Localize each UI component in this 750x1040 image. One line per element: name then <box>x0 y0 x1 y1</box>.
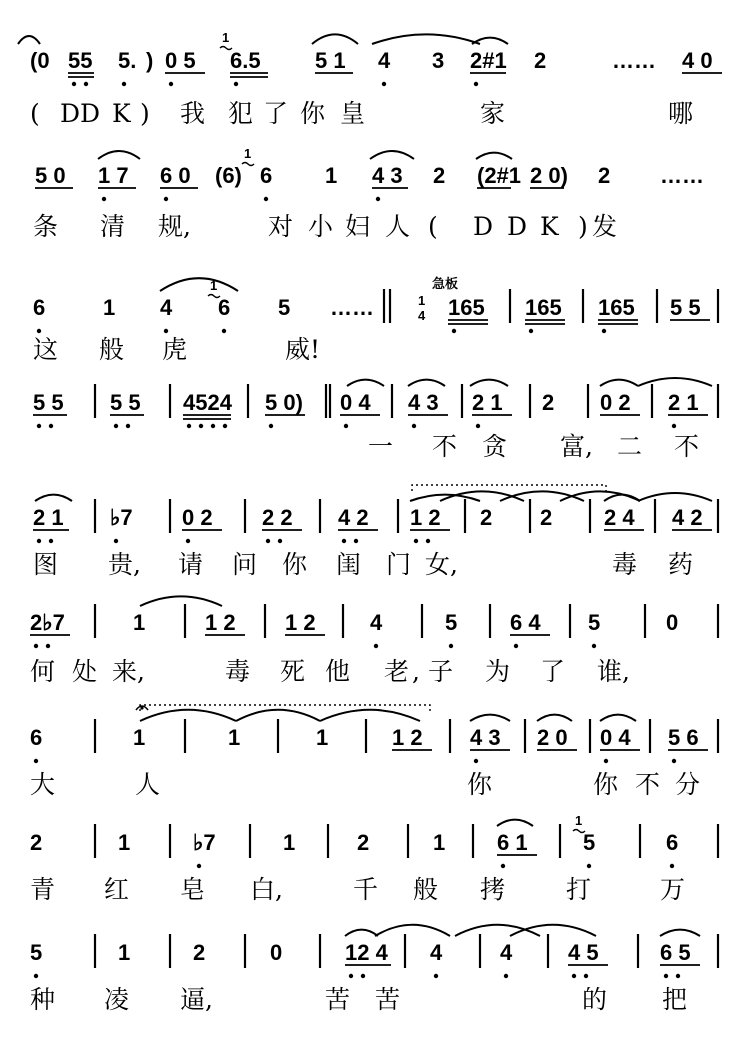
note-group: 4 3 <box>408 390 439 415</box>
octave-dot <box>676 974 680 978</box>
lyric-character: 贵, <box>108 550 141 579</box>
slur-arc <box>375 925 450 936</box>
note-group: 4 5 <box>568 940 599 965</box>
note-group: 4 3 <box>470 725 501 750</box>
octave-dot <box>122 82 126 86</box>
note-group: 1 2 <box>285 610 316 635</box>
lyric-character: 图 <box>33 550 59 579</box>
octave-dot <box>376 197 380 201</box>
lyric-character: 小 <box>308 212 334 241</box>
note-group: 1 <box>118 830 131 855</box>
lyric-character: 死 <box>280 657 306 686</box>
slur-arc <box>18 36 40 44</box>
lyric-character: 你 <box>593 770 619 799</box>
octave-dot <box>474 82 478 86</box>
note-group: 6.5 <box>230 48 261 73</box>
octave-dot <box>476 424 480 428</box>
note-group: 1 <box>228 725 241 750</box>
note-group: 0 <box>270 940 283 965</box>
lyric-character: 虎 <box>162 335 188 364</box>
octave-dot <box>504 974 508 978</box>
slur-arc <box>372 34 480 44</box>
lyric-character: 你 <box>300 99 326 128</box>
lyric-character: 谁, <box>597 657 630 686</box>
note-group: 5 <box>583 830 596 855</box>
lyric-character: 条 <box>33 212 59 241</box>
octave-dot <box>37 424 41 428</box>
octave-dot <box>84 82 88 86</box>
note-group: 5 <box>30 940 43 965</box>
note-group: 2 <box>534 48 547 73</box>
note-group: 0 <box>666 610 679 635</box>
lyric-character: 家 <box>480 99 506 128</box>
note-group: 2 <box>193 940 206 965</box>
note-group: 2 <box>30 830 43 855</box>
lyric-character: 毒 <box>612 550 638 579</box>
note-group: (2#1 <box>477 163 522 188</box>
note-group: 2 1 <box>33 505 64 530</box>
octave-dot <box>474 759 478 763</box>
octave-dot <box>572 974 576 978</box>
octave-dot <box>414 539 418 543</box>
octave-dot <box>34 974 38 978</box>
slur-arc <box>470 380 508 386</box>
octave-dot <box>126 424 130 428</box>
lyric-character: 闺 <box>336 550 362 579</box>
slur-arc <box>140 710 236 721</box>
lyric-character: 万 <box>660 875 686 904</box>
note-group: 5 1 <box>315 48 346 73</box>
note-group: 0 5 <box>165 48 196 73</box>
note-group: 6 5 <box>660 940 691 965</box>
lyric-character: 皇 <box>340 99 366 128</box>
lyric-character: 你 <box>282 550 308 579</box>
lyric-character: 大 <box>30 770 56 799</box>
lyric-character: D <box>473 212 494 241</box>
slur-arc <box>98 151 140 159</box>
note-group: 6 0 <box>160 163 191 188</box>
lyric-character: 他 <box>325 657 351 686</box>
lyric-character: 了 <box>540 657 566 686</box>
octave-dot <box>222 329 226 333</box>
lyric-character: 一 <box>368 432 394 461</box>
octave-dot <box>37 329 41 333</box>
lyrics-layer <box>30 99 700 1014</box>
note-group: 2♭7 <box>30 610 65 635</box>
slur-arc <box>470 715 510 721</box>
lyric-character: 规, <box>158 212 191 241</box>
note-group: 4 <box>378 48 391 73</box>
slur-arc <box>660 930 700 936</box>
lyric-character: 请 <box>178 550 204 579</box>
lyric-character: 二 <box>617 432 643 461</box>
slur-arc <box>140 596 222 606</box>
slur-arc <box>320 710 420 721</box>
note-group: 6 <box>30 725 43 750</box>
octave-dot <box>449 644 453 648</box>
octave-dot <box>34 759 38 763</box>
note-group: 1 <box>433 830 446 855</box>
lyric-character: 不 <box>674 432 700 461</box>
octave-dot <box>592 644 596 648</box>
lyric-character: 不 <box>635 770 661 799</box>
lyric-character: 何 <box>30 657 56 686</box>
meter-bottom: 4 <box>418 308 426 323</box>
lyric-character: 拷 <box>480 875 506 904</box>
lyric-character: ( <box>30 99 40 128</box>
note-group: 4 3 <box>372 163 403 188</box>
lyric-character: 贪 <box>482 432 508 461</box>
note-group: 1 <box>316 725 329 750</box>
lyric-character: 把 <box>662 985 688 1014</box>
note-group: 5 0) <box>265 390 303 415</box>
slur-arc <box>638 378 712 386</box>
note-group: 3 <box>432 48 445 73</box>
grace-wave <box>242 163 254 166</box>
octave-dot <box>186 539 190 543</box>
octave-dot <box>604 759 608 763</box>
note-group: 2 <box>540 505 553 530</box>
lyric-character: 般 <box>99 335 125 364</box>
lyric-character: 千 <box>353 875 379 904</box>
note-group: 5 5 <box>670 295 701 320</box>
note-group: 6 <box>666 830 679 855</box>
note-group: 2 0) <box>530 163 568 188</box>
note-group: 2 1 <box>472 390 503 415</box>
octave-dot <box>672 424 676 428</box>
octave-dot <box>199 424 203 428</box>
phrase-bracket <box>412 485 606 491</box>
note-group: 5 <box>588 610 601 635</box>
octave-dot <box>72 82 76 86</box>
note-group: 2 2 <box>262 505 293 530</box>
octave-dot <box>342 539 346 543</box>
note-group: 165 <box>448 295 485 320</box>
note-group: 4 0 <box>682 48 713 73</box>
slur-arc <box>35 495 72 501</box>
note-group: 1 <box>283 830 296 855</box>
grace-note-mark: 1 <box>222 30 230 45</box>
octave-dot <box>434 974 438 978</box>
note-group: 1 2 <box>205 610 236 635</box>
lyric-character: 凌 <box>104 985 130 1014</box>
slur-arc <box>312 34 358 44</box>
slur-arc <box>537 715 572 721</box>
note-group: 4 <box>160 295 173 320</box>
slur-arc <box>160 278 238 291</box>
note-group: 4 <box>370 610 383 635</box>
slur-arc <box>345 930 378 936</box>
octave-dot <box>34 644 38 648</box>
octave-dot <box>670 864 674 868</box>
octave-dot <box>49 539 53 543</box>
note-group: 2 <box>542 390 555 415</box>
octave-dot <box>114 424 118 428</box>
note-group: 1 2 <box>392 725 423 750</box>
lyric-character: 般 <box>413 875 439 904</box>
lyric-character: 青 <box>30 875 56 904</box>
lyric-character: 发 <box>592 212 618 241</box>
note-group: ♭7 <box>193 830 216 855</box>
octave-dot <box>349 974 353 978</box>
note-group: 0 4 <box>340 390 371 415</box>
note-group: 6 <box>260 163 273 188</box>
lyric-character: D <box>507 212 528 241</box>
note-group: 2 <box>598 163 611 188</box>
note-group: 4 2 <box>338 505 369 530</box>
note-group: 2 <box>357 830 370 855</box>
slur-arc <box>638 493 712 501</box>
octave-dot <box>529 329 533 333</box>
slur-arc <box>510 925 596 936</box>
octave-dot <box>584 974 588 978</box>
meter-top: 1 <box>418 293 426 308</box>
octave-dot <box>114 539 118 543</box>
lyric-character: 打 <box>566 875 592 904</box>
grace-note-mark: 1 <box>210 278 218 293</box>
lyric-character: K <box>540 212 559 241</box>
lyric-character: K <box>112 99 131 128</box>
lyric-character: 老 <box>384 657 410 686</box>
lyric-character: 苦 <box>325 985 351 1014</box>
lyric-character: 毒 <box>225 657 251 686</box>
note-group: (0 <box>30 48 50 73</box>
octave-dot <box>187 424 191 428</box>
lyric-character: 苦 <box>375 985 401 1014</box>
lyric-character: 人 <box>135 770 161 799</box>
note-group: 5 6 <box>668 725 699 750</box>
note-group: 1 <box>325 163 338 188</box>
note-group: 165 <box>525 295 562 320</box>
grace-note-mark: 1 <box>575 813 583 828</box>
octave-dot <box>602 329 606 333</box>
octave-dot <box>501 864 505 868</box>
lyric-character: 问 <box>232 550 258 579</box>
lyric-character: 妇 <box>345 212 371 241</box>
note-group: …… <box>612 48 656 73</box>
note-group: 6 <box>218 295 231 320</box>
note-group: 4 2 <box>672 505 703 530</box>
note-group: 6 1 <box>497 830 528 855</box>
octave-dot <box>234 82 238 86</box>
note-group: 55 <box>68 48 93 73</box>
lyric-character: 分 <box>675 770 701 799</box>
lyric-character: 不 <box>432 432 458 461</box>
note-group: 2 4 <box>604 505 635 530</box>
lyric-character: , <box>412 657 420 686</box>
lyric-character: 处 <box>72 657 98 686</box>
lyric-character: 你 <box>467 770 493 799</box>
slur-arc <box>370 151 414 159</box>
note-group: 4 <box>500 940 513 965</box>
octave-dot <box>452 329 456 333</box>
note-group: 6 4 <box>510 610 541 635</box>
lyric-character: ) <box>140 99 150 128</box>
note-group: ♭7 <box>110 505 133 530</box>
slur-arc <box>600 380 638 386</box>
note-group: 5. <box>118 48 137 73</box>
lyric-character: 了 <box>263 99 289 128</box>
note-group: 5 5 <box>110 390 141 415</box>
lyric-character: 红 <box>104 875 130 904</box>
lyric-character: 哪 <box>668 99 694 128</box>
octave-dot <box>197 864 201 868</box>
note-group: 2 <box>433 163 446 188</box>
lyric-character: 女, <box>425 550 458 579</box>
note-group: (6) <box>215 163 242 188</box>
slur-arc <box>347 380 384 386</box>
lyric-character: 清 <box>100 212 126 241</box>
note-group: 1 <box>133 610 146 635</box>
lyric-character: 子 <box>428 657 454 686</box>
slur-arc <box>600 715 636 721</box>
note-group: 165 <box>598 295 635 320</box>
octave-dot <box>264 197 268 201</box>
lyric-character: 种 <box>30 985 56 1014</box>
note-group: 0 2 <box>182 505 213 530</box>
note-group: 12 4 <box>345 940 388 965</box>
note-group: 1 7 <box>98 163 129 188</box>
lyric-character: 门 <box>386 550 412 579</box>
note-group: 1 2 <box>410 505 441 530</box>
lyric-character: 对 <box>268 212 294 241</box>
octave-dot <box>354 539 358 543</box>
note-group: 6 <box>33 295 46 320</box>
note-group: 2 <box>480 505 493 530</box>
note-group: 5 <box>278 295 291 320</box>
lyric-character: 的 <box>582 985 608 1014</box>
octave-dot <box>664 974 668 978</box>
lyric-character: 逼, <box>180 985 213 1014</box>
slur-arc <box>476 153 512 159</box>
octave-dot <box>37 539 41 543</box>
note-group: 5 0 <box>35 163 66 188</box>
lyric-character: 来, <box>112 657 145 686</box>
notes-layer <box>30 48 713 965</box>
note-group: 1 <box>103 295 116 320</box>
note-group: 2 1 <box>668 390 699 415</box>
slur-arc <box>604 495 640 501</box>
octave-dot <box>102 197 106 201</box>
octave-dot <box>344 424 348 428</box>
note-group: 0 2 <box>600 390 631 415</box>
note-group: 2#1 <box>470 48 507 73</box>
lyric-character: 药 <box>668 550 694 579</box>
octave-dot <box>587 864 591 868</box>
octave-dot <box>426 539 430 543</box>
tempo-marking: 急板 <box>432 276 459 291</box>
lyric-character: 富, <box>560 432 593 461</box>
octave-dot <box>164 329 168 333</box>
octave-dot <box>223 424 227 428</box>
octave-dot <box>672 759 676 763</box>
lyric-character: 皂 <box>180 875 206 904</box>
note-group: …… <box>660 163 704 188</box>
octave-dot <box>514 644 518 648</box>
octave-dot <box>164 197 168 201</box>
octave-dot <box>269 424 273 428</box>
octave-dot <box>412 424 416 428</box>
slur-arc <box>455 925 540 936</box>
fermata-dot <box>140 706 143 709</box>
lyric-character: 白, <box>250 875 283 904</box>
octave-dot <box>211 424 215 428</box>
octave-dot <box>374 644 378 648</box>
slur-arc <box>408 380 445 386</box>
note-group: …… <box>330 295 374 320</box>
note-group: 5 <box>445 610 458 635</box>
note-group: 5 5 <box>33 390 64 415</box>
slur-arc <box>497 820 533 826</box>
note-group: 1 <box>133 725 146 750</box>
lyric-character: 人 <box>385 212 411 241</box>
grace-note-mark: 1 <box>244 146 252 161</box>
note-group: 0 4 <box>600 725 631 750</box>
octave-dot <box>49 424 53 428</box>
note-group: 4524 <box>183 390 232 415</box>
octave-dot <box>278 539 282 543</box>
note-group: 2 0 <box>537 725 568 750</box>
octave-dot <box>266 539 270 543</box>
lyric-character: ( <box>428 212 438 241</box>
note-group: 4 <box>430 940 443 965</box>
lyric-character: 威! <box>285 335 321 364</box>
lyric-character: 犯 <box>228 99 254 128</box>
lyric-character: 为 <box>485 657 511 686</box>
lyric-character: 这 <box>33 335 59 364</box>
octave-dot <box>361 974 365 978</box>
octave-dot <box>46 644 50 648</box>
octave-dot <box>382 82 386 86</box>
lyric-character: DD <box>60 99 101 128</box>
note-group: ) <box>146 48 154 73</box>
lyric-character: ) <box>578 212 588 241</box>
lyric-character: 我 <box>180 99 206 128</box>
note-group: 1 <box>118 940 131 965</box>
octave-dot <box>169 82 173 86</box>
